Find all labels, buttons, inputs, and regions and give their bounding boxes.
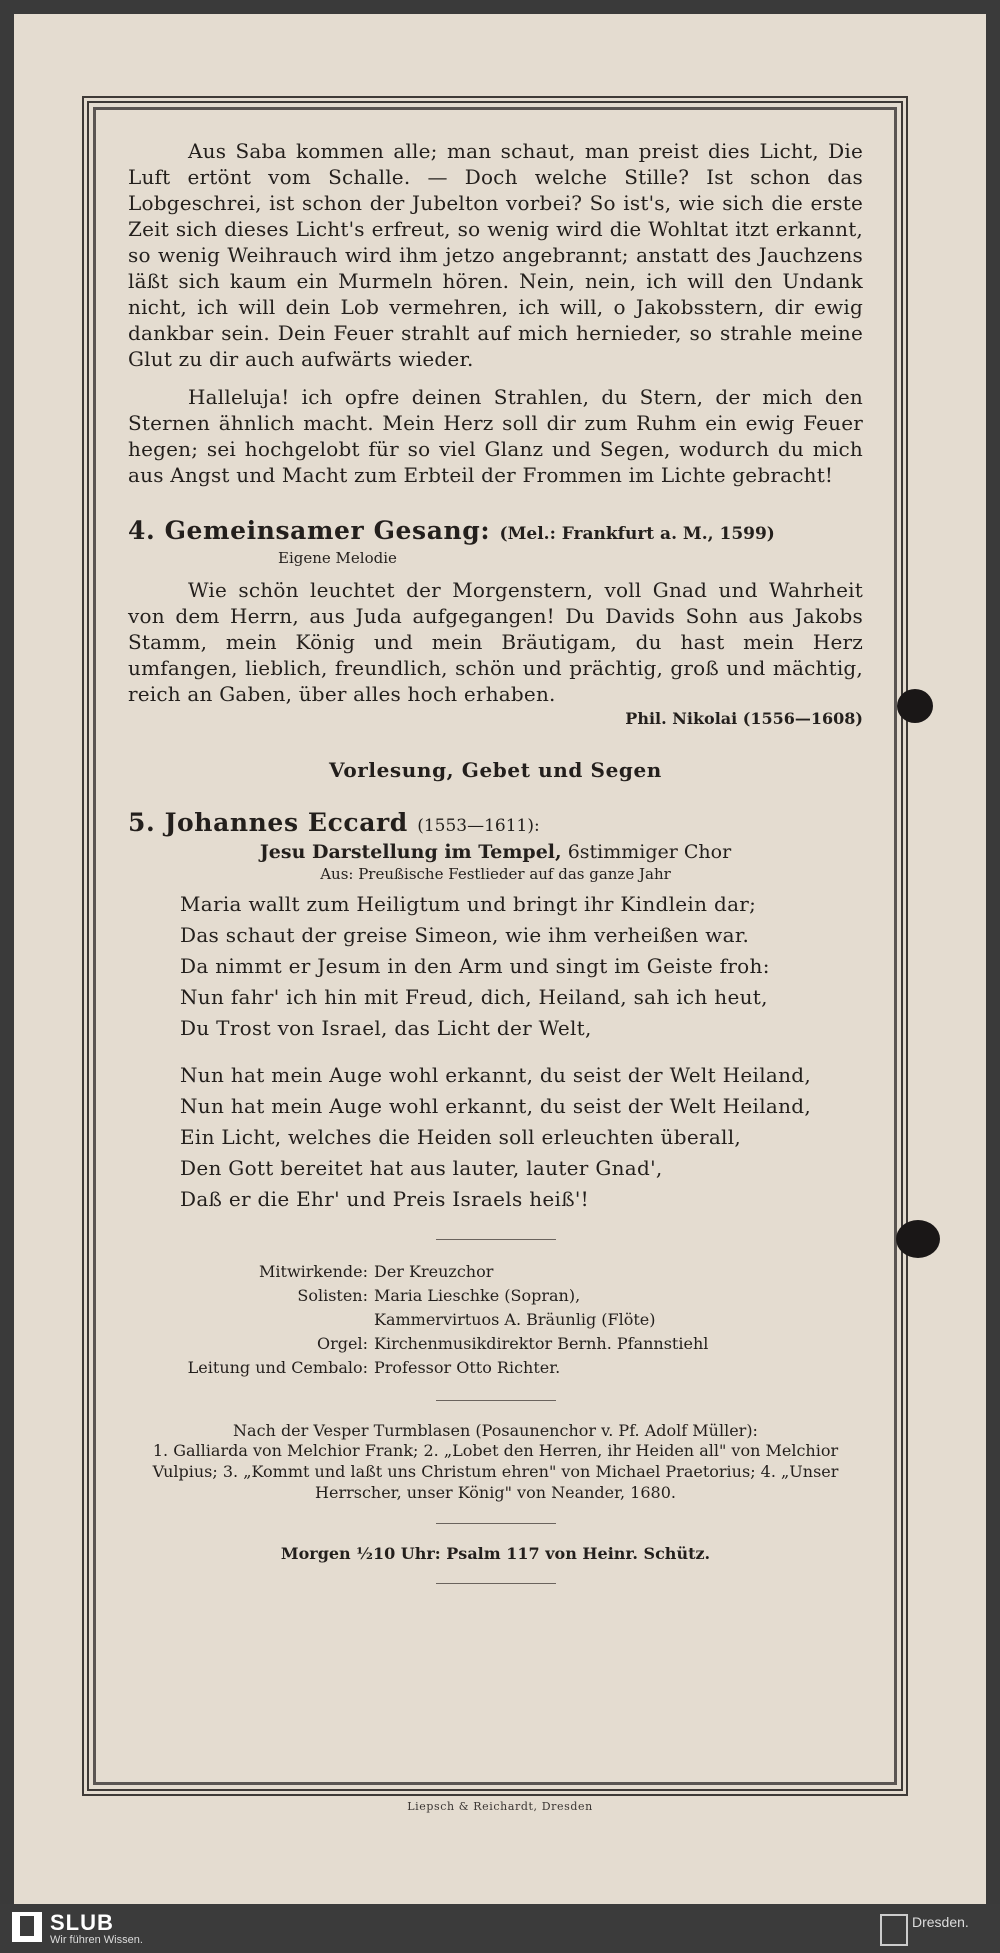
punch-hole (896, 1220, 940, 1258)
performer-name: Kirchenmusikdirektor Bernh. Pfannstiehl (374, 1334, 709, 1353)
performer-name: Der Kreuzchor (374, 1262, 494, 1281)
section-heading (128, 516, 863, 545)
performer-role: Solisten: (297, 1286, 368, 1305)
performer-row (128, 1284, 863, 1308)
performer-role: Mitwirkende: (259, 1262, 368, 1281)
verse-line: Maria wallt zum Heiligtum und bringt ihr Kindlein dar; (180, 892, 757, 916)
section-subtitle: Eigene Melodie (278, 549, 397, 567)
punch-hole (897, 689, 933, 723)
performer-name: Kammervirtuos A. Bräunlig (Flöte) (374, 1310, 656, 1329)
performer-role: Leitung und Cembalo: (187, 1358, 368, 1377)
dresden-label[interactable]: Dresden. (912, 1914, 969, 1930)
brand-tagline: Wir führen Wissen. (50, 1934, 143, 1946)
work-detail: 6stimmiger Chor (567, 841, 732, 863)
verse (180, 1060, 863, 1215)
section-meta: (Mel.: Frankfurt a. M., 1599) (499, 524, 775, 544)
viewer-footer (0, 1904, 1000, 1953)
verse-line: Du Trost von Israel, das Licht der Welt, (180, 1016, 592, 1040)
hymn-credit: Phil. Nikolai (1556—1608) (625, 709, 863, 728)
dresden-crest-icon (880, 1914, 908, 1946)
divider (436, 1523, 556, 1524)
verse-line: Nun hat mein Auge wohl erkannt, du seist der Welt Heiland, (180, 1094, 812, 1118)
work-title-line (128, 841, 863, 863)
divider (436, 1400, 556, 1401)
divider (436, 1239, 556, 1240)
section-title: 4. Gemeinsamer Gesang: (128, 516, 491, 545)
tower-music-title: Nach der Vesper Turmblasen (Posaunenchor v. Pf. Adolf Müller): (233, 1421, 758, 1440)
verse-line: Da nimmt er Jesum in den Arm und singt im Geiste froh: (180, 954, 770, 978)
verse-line: Das schaut der greise Simeon, wie ihm verheißen war. (180, 923, 750, 947)
work-source: Aus: Preußische Festlieder auf das ganze Jahr (320, 865, 671, 883)
performer-name: Professor Otto Richter. (374, 1358, 561, 1377)
reading-heading: Vorlesung, Gebet und Segen (329, 758, 662, 782)
verse-line: Daß er die Ehr' und Preis Israels heiß'! (180, 1187, 590, 1211)
verse-line: Nun hat mein Auge wohl erkannt, du seist der Welt Heiland, (180, 1063, 812, 1087)
program-content (128, 138, 863, 1604)
printer-imprint: Liepsch & Reichardt, Dresden (407, 1800, 593, 1813)
performers-list (128, 1260, 863, 1380)
work-title: Jesu Darstellung im Tempel, (259, 841, 562, 863)
section-meta: (1553—1611): (417, 816, 540, 836)
next-service-note: Morgen ½10 Uhr: Psalm 117 von Heinr. Schütz. (280, 1544, 711, 1563)
verse (180, 889, 863, 1044)
performer-role (128, 1308, 374, 1332)
slub-logo-icon[interactable] (12, 1912, 42, 1942)
verse-line: Den Gott bereitet hat aus lauter, lauter Gnad', (180, 1156, 663, 1180)
section-heading (128, 808, 863, 837)
paragraph: Halleluja! ich opfre deinen Strahlen, du Stern, der mich den Sternen ähnlich macht. Mein Herz soll dir zum Ruhm ein ewig Feuer hegen; sei hochgelobt für so viel Glanz und Segen, wodurch du mich aus Angst und Macht zum Erbteil der Frommen im Lichte gebracht! (128, 385, 863, 487)
performer-row (128, 1332, 863, 1356)
tower-music-list: 1. Galliarda von Melchior Frank; 2. „Lobet den Herren, ihr Heiden all" von Melchior Vulpius; 3. „Kommt und laßt uns Christum ehren" von Michael Praetorius; 4. „Unser Herrscher, unser König" von Neander, 1680. (152, 1441, 839, 1502)
verse-line: Nun fahr' ich hin mit Freud, dich, Heiland, sah ich heut, (180, 985, 768, 1009)
verse-line: Ein Licht, welches die Heiden soll erleuchten überall, (180, 1125, 742, 1149)
performer-row (128, 1356, 863, 1380)
paragraph: Aus Saba kommen alle; man schaut, man preist dies Licht, Die Luft ertönt vom Schalle. — Doch welche Stille? Ist schon das Lobgeschrei, ist schon der Jubelton vorbei? So ist's, wie sich die erste Zeit sich dieses Licht's erfreut, so wenig wird die Wohltat itzt erkannt, so wenig Weihrauch wird ihm jetzo angebrannt; anstatt des Jauchzens läßt sich kaum ein Murmeln hören. Nein, nein, ich will den Undank nicht, ich will dein Lob vermehren, ich will, o Jakobsstern, dir ewig dankbar sein. Dein Feuer strahlt auf mich hernieder, so strahle meine Glut zu dir auch aufwärts wieder. (128, 139, 863, 371)
performer-row (128, 1260, 863, 1284)
divider (436, 1583, 556, 1584)
performer-name: Maria Lieschke (Sopran), (374, 1286, 581, 1305)
performer-role: Orgel: (317, 1334, 368, 1353)
brand-name[interactable]: SLUB (50, 1910, 114, 1935)
section-title: 5. Johannes Eccard (128, 808, 408, 837)
hymn-text: Wie schön leuchtet der Morgenstern, voll Gnad und Wahrheit von dem Herrn, aus Juda aufgegangen! Du Davids Sohn aus Jakobs Stamm, mein König und mein Bräutigam, du hast mein Herz umfangen, lieblich, freundlich, schön und prächtig, groß und mächtig, reich an Gaben, über alles hoch erhaben. (128, 578, 863, 706)
performer-row (128, 1308, 863, 1332)
